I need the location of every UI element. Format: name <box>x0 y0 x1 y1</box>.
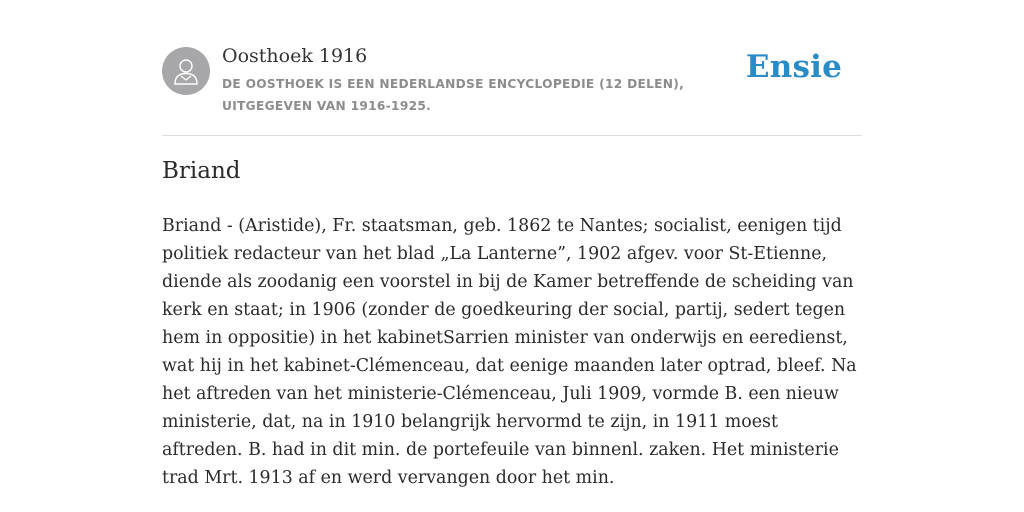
source-title[interactable]: Oosthoek 1916 <box>222 45 368 67</box>
entry-body: Briand - (Aristide), Fr. staatsman, geb. 1862 te Nantes; socialist, eenigen tijd politiek redacteur van het blad „La Lanterne”, 1902 afgev. voor St-Etienne, diende als zoodanig een voorstel in bij de Kamer betreffende de scheiding van kerk en staat; in 1906 (zonder de goedkeuring der social, partij, sedert tegen hem in oppositie) in het kabinetSarrien minister van onderwijs en eeredienst, wat hij in het kabinet-Clémenceau, dat eenige maanden later optrad, bleef. Na het aftreden van het ministerie-Clémenceau, Juli 1909, vormde B. een nieuw ministerie, dat, na in 1910 belangrijk hervormd te zijn, in 1911 moest aftreden. B. had in dit min. de portefeuile van binnenl. zaken. Het ministerie trad Mrt. 1913 af en werd vervangen door het min. <box>162 216 857 488</box>
user-silhouette-icon <box>172 56 200 86</box>
header-divider <box>162 135 862 136</box>
source-header <box>162 45 862 125</box>
entry-title: Briand <box>162 158 241 184</box>
ensie-logo[interactable]: Ensie <box>745 49 842 85</box>
source-avatar[interactable] <box>162 47 210 95</box>
source-description: DE OOSTHOEK IS EEN NEDERLANDSE ENCYCLOPEDIE (12 DELEN), UITGEGEVEN VAN 1916-1925. <box>222 77 685 113</box>
